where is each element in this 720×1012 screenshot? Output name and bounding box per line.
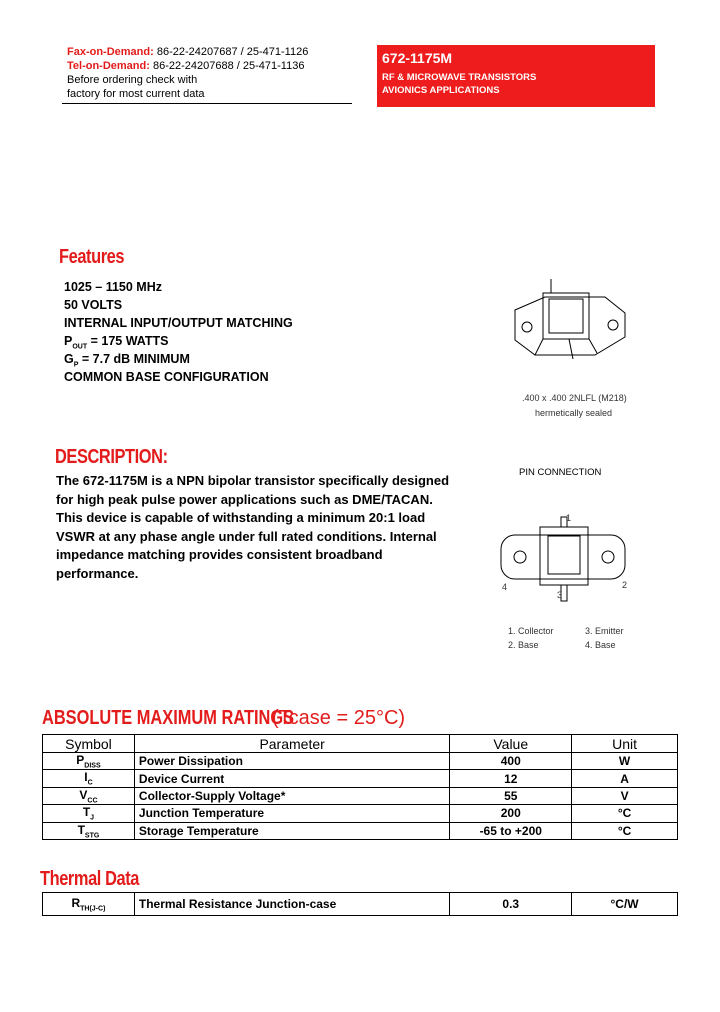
title-box: [377, 45, 655, 107]
tel-line: [67, 59, 304, 73]
symbol-cell: $I_C$: [43, 770, 135, 787]
description-line: impedance matching provides consistent broadband: [56, 547, 383, 562]
title-line-1: RF & MICROWAVE TRANSISTORS: [382, 72, 537, 83]
feature-matching: INTERNAL INPUT/OUTPUT MATCHING: [64, 316, 293, 330]
fax-numbers: 86-22-24207687 / 25-471-1126: [156, 46, 309, 58]
header-value: Value: [450, 735, 572, 753]
pin-2-label: 2: [622, 580, 628, 590]
package-caption-2: hermetically sealed: [535, 408, 613, 418]
pin-1-label: 1: [566, 513, 572, 523]
symbol-cell: $T_{STG}$: [43, 822, 135, 839]
description-line: This device is capable of withstanding a minimum 20:1 load: [56, 510, 426, 525]
header-symbol: Symbol: [43, 735, 135, 753]
pin-legend-4: 4. Base: [585, 640, 616, 650]
package-caption-1: .400 x .400 2NLFL (M218): [522, 393, 627, 403]
package-drawing: [505, 275, 635, 380]
parameter-cell: Thermal Resistance Junction-case: [134, 893, 449, 916]
symbol-cell: $R_{TH(J-C)}$: [43, 893, 135, 916]
tel-label: Tel-on-Demand:: [67, 60, 150, 72]
pin-connection-diagram: [495, 505, 635, 605]
value-cell: 200: [450, 805, 572, 822]
description-line: performance.: [56, 565, 139, 581]
table-row: [43, 770, 678, 787]
parameter-cell: Collector-Supply Voltage*: [134, 787, 449, 804]
abs-max-title: ABSOLUTE MAXIMUM RATINGS: [42, 707, 295, 729]
symbol-cell: $V_{CC}$: [43, 787, 135, 804]
description-line: VSWR at any phase angle under full rated conditions. Internal: [56, 528, 437, 544]
description-line: The 672-1175M is a NPN bipolar transistor specifically designed: [56, 473, 450, 488]
features-title: Features: [59, 246, 125, 268]
feature-pout: $P_{OUT} = 175$ WATTS: [64, 334, 169, 351]
table-header-row: [43, 735, 678, 753]
value-cell: -65 to +200: [450, 822, 572, 839]
description-body: [56, 472, 466, 583]
table-row: [43, 822, 678, 839]
symbol-cell: $P_{DISS}$: [43, 753, 135, 770]
abs-max-condition: (Tcase = 25°C): [272, 707, 406, 729]
parameter-cell: Storage Temperature: [134, 822, 449, 839]
unit-cell: W: [572, 753, 678, 770]
order-note-2: factory for most current data: [67, 88, 205, 100]
pin-connection-title: PIN CONNECTION: [519, 467, 602, 478]
pin-legend-1: 1. Collector: [508, 626, 554, 636]
abs-max-table: [42, 734, 678, 840]
table-row: [43, 893, 678, 916]
unit-cell: °C: [572, 805, 678, 822]
unit-cell: °C/W: [572, 893, 678, 916]
feature-volts: 50 VOLTS: [64, 298, 123, 312]
header-rule: [62, 103, 352, 104]
pin-legend-2: 2. Base: [508, 640, 539, 650]
unit-cell: V: [572, 787, 678, 804]
table-row: [43, 753, 678, 770]
description-line: for high peak pulse power applications such as DME/TACAN.: [56, 491, 433, 507]
abs-max-heading: [42, 707, 405, 730]
header-parameter: Parameter: [134, 735, 449, 753]
part-number: 672-1175M: [382, 50, 453, 66]
pin-4-label: 4: [502, 582, 508, 592]
tel-numbers: 86-22-24207688 / 25-471-1136: [152, 60, 305, 72]
parameter-cell: Device Current: [134, 770, 449, 787]
thermal-title: Thermal Data: [40, 868, 139, 890]
pin-3-label: 3: [557, 590, 563, 600]
symbol-cell: $T_J$: [43, 805, 135, 822]
fax-line: [67, 45, 308, 59]
feature-frequency: 1025 – 1150 MHz: [64, 280, 162, 294]
parameter-cell: Power Dissipation: [134, 753, 449, 770]
table-row: [43, 787, 678, 804]
parameter-cell: Junction Temperature: [134, 805, 449, 822]
fax-label: Fax-on-Demand:: [67, 46, 154, 58]
header-unit: Unit: [572, 735, 678, 753]
feature-gain: $G_P = 7.7$ dB MINIMUM: [64, 352, 190, 369]
pin-legend-3: 3. Emitter: [585, 626, 624, 636]
unit-cell: A: [572, 770, 678, 787]
table-row: [43, 805, 678, 822]
value-cell: 12: [450, 770, 572, 787]
order-note-1: Before ordering check with: [67, 74, 198, 86]
title-line-2: AVIONICS APPLICATIONS: [382, 85, 500, 96]
thermal-table: [42, 892, 678, 916]
value-cell: 55: [450, 787, 572, 804]
feature-config: COMMON BASE CONFIGURATION: [64, 370, 269, 384]
unit-cell: °C: [572, 822, 678, 839]
value-cell: 0.3: [450, 893, 572, 916]
value-cell: 400: [450, 753, 572, 770]
description-title: DESCRIPTION:: [55, 446, 168, 468]
